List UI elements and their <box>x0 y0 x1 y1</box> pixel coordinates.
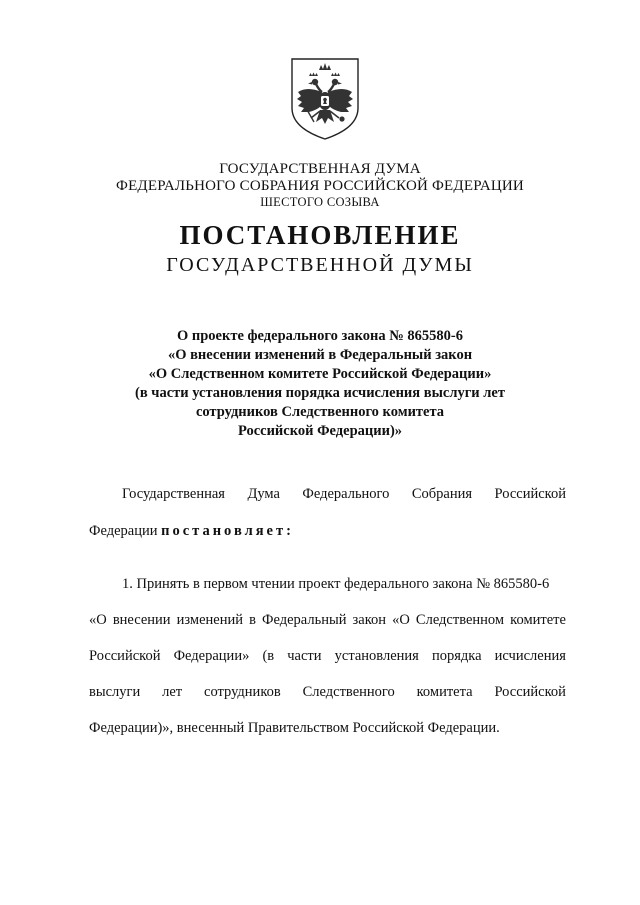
word: сотрудников <box>204 684 281 700</box>
word: Российской <box>89 648 161 664</box>
document-title: ПОСТАНОВЛЕНИЕ <box>179 220 461 250</box>
word: Следственного <box>302 684 395 700</box>
subject-line: О проекте федерального закона № 865580-6 <box>176 328 464 344</box>
word: Российской <box>494 684 566 700</box>
word: Собрания <box>411 486 473 502</box>
word: Федерального <box>302 486 390 502</box>
word: комитета <box>416 684 473 700</box>
word: Федерации» <box>173 648 250 664</box>
item1-line-2 <box>89 612 566 629</box>
coat-of-arms-icon <box>289 56 361 142</box>
item1-line-3 <box>89 648 566 665</box>
word: части <box>287 648 322 664</box>
word: порядка <box>431 648 482 664</box>
word: «О <box>89 612 107 628</box>
word: внесении <box>112 612 171 628</box>
subject-line: сотрудников Следственного комитета <box>195 404 445 420</box>
word: установления <box>334 648 419 664</box>
word: в <box>249 612 256 628</box>
subject-line: Российской Федерации)» <box>237 423 403 439</box>
institution-parent: ФЕДЕРАЛЬНОГО СОБРАНИЯ РОССИЙСКОЙ ФЕДЕРАЦИИ <box>116 178 524 194</box>
document-subtitle: ГОСУДАРСТВЕННОЙ ДУМЫ <box>166 254 474 276</box>
word: комитете <box>510 612 566 628</box>
operative-verb: постановляет: <box>161 523 294 539</box>
word: Следственном <box>415 612 505 628</box>
word: выслуги <box>89 684 141 700</box>
word: исчисления <box>494 648 566 664</box>
item1-line-1: 1. Принять в первом чтении проект федерального закона № 865580-6 <box>122 576 550 592</box>
item1-line-4 <box>89 684 566 701</box>
word: «О <box>392 612 410 628</box>
word: лет <box>162 684 183 700</box>
word: (в <box>262 648 275 664</box>
institution-name: ГОСУДАРСТВЕННАЯ ДУМА <box>219 161 421 177</box>
preamble-subject: Федерации <box>89 523 158 539</box>
preamble-line-1 <box>89 486 566 503</box>
subject-line: «О Следственном комитете Российской Федерации» <box>148 366 492 382</box>
subject-line: «О внесении изменений в Федеральный закон <box>167 347 473 363</box>
word: Государственная <box>122 486 225 502</box>
word: изменений <box>176 612 243 628</box>
convocation: ШЕСТОГО СОЗЫВА <box>260 195 380 209</box>
word: закон <box>352 612 387 628</box>
word: Российской <box>494 486 566 502</box>
word: Федеральный <box>262 612 347 628</box>
preamble-line-2 <box>89 523 566 540</box>
word: Дума <box>247 486 280 502</box>
item1-line-5: Федерации)», внесенный Правительством Российской Федерации. <box>89 720 500 736</box>
subject-line: (в части установления порядка исчисления выслуги лет <box>135 385 505 401</box>
